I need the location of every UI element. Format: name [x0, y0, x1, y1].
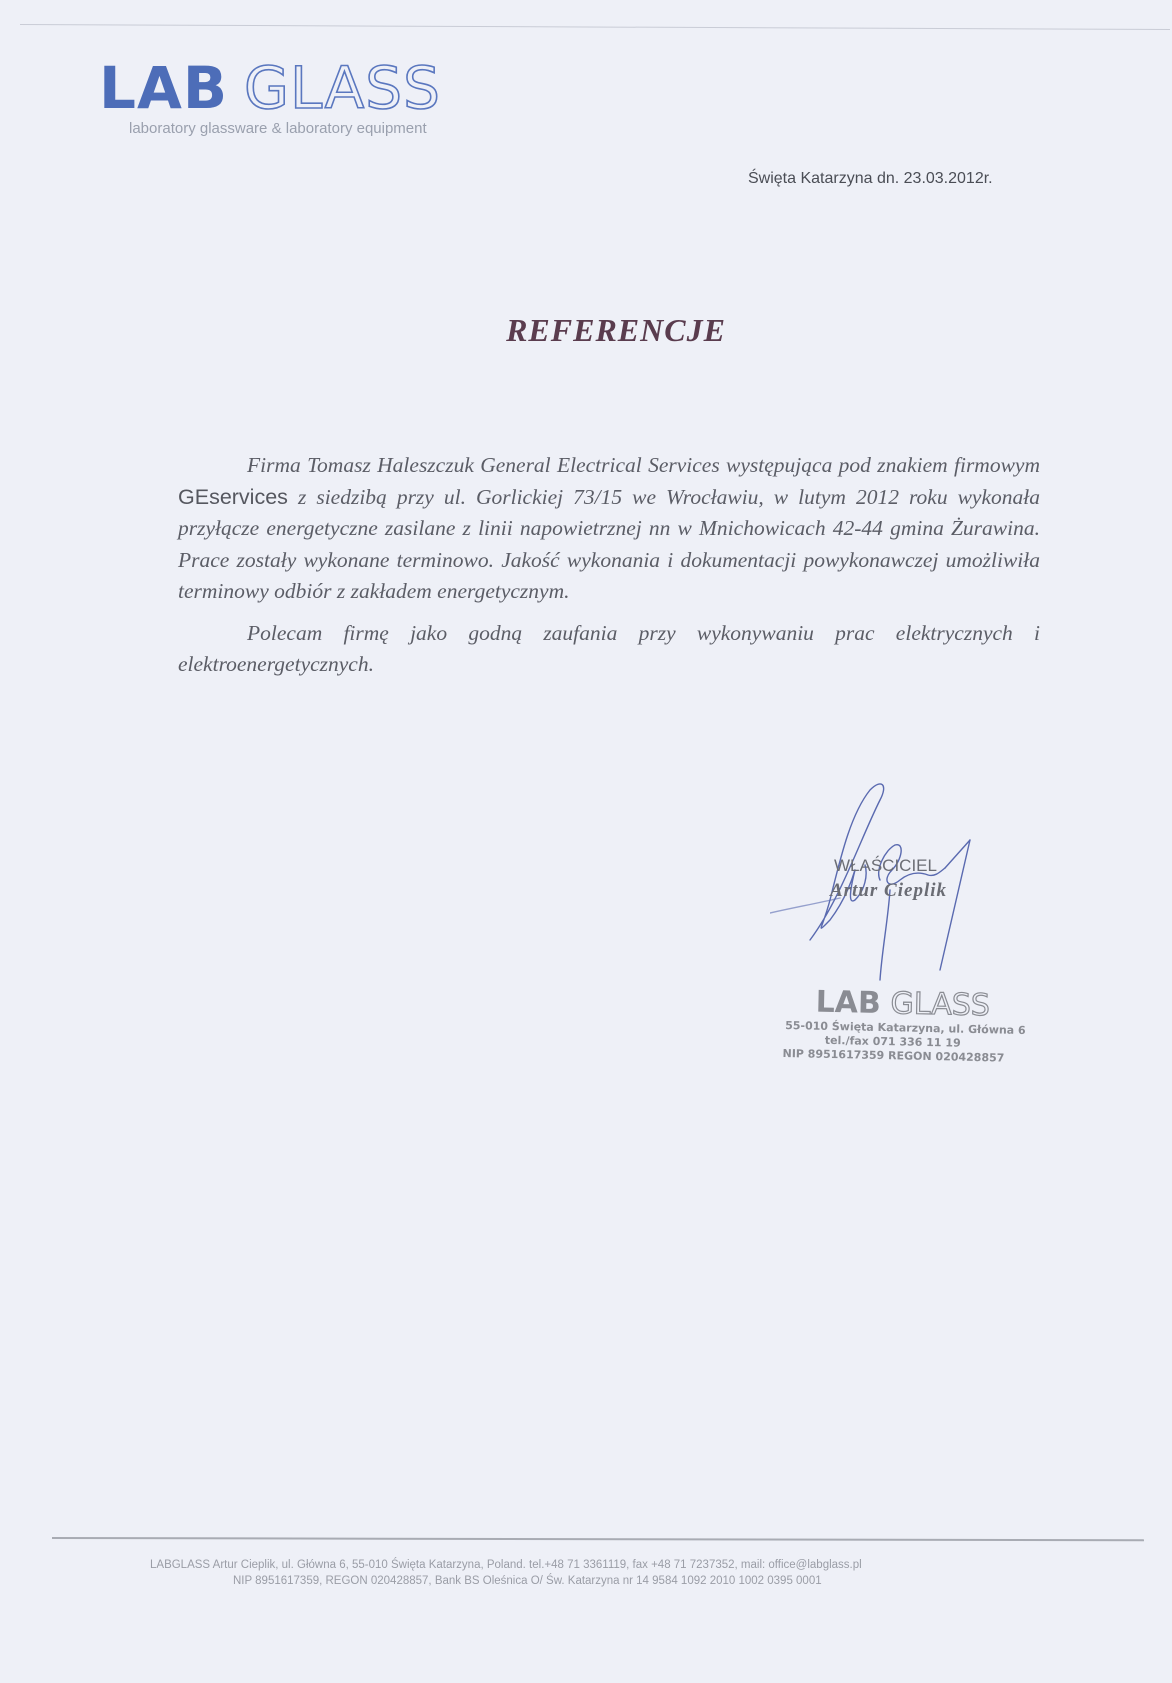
stamp-phone: tel./fax 071 336 11 19	[824, 1033, 961, 1050]
paragraph-recommendation: Polecam firmę jako godną zaufania przy wykonywaniu prac elektrycznych i elektroenergetycznych.	[178, 620, 1040, 676]
logo-tagline: laboratory glassware & laboratory equipment	[129, 120, 427, 137]
footer-divider	[52, 1537, 1144, 1541]
footer-contact-line: LABGLASS Artur Cieplik, ul. Główna 6, 55-010 Święta Katarzyna, Poland. tel.+48 71 3361119, fax +48 71 7237352, mail: office@labglass.pl	[150, 1559, 862, 1571]
logo-glass-text: GLASS	[244, 54, 441, 122]
stamp-address: 55-010 Święta Katarzyna, ul. Główna 6	[785, 1018, 1026, 1038]
signatory-name: Artur Cieplik	[830, 880, 947, 901]
stamp-ids: NIP 8951617359 REGON 020428857	[782, 1046, 1005, 1065]
letter-body	[178, 450, 1040, 691]
footer-registration-line: NIP 8951617359, REGON 020428857, Bank BS Oleśnica O/ Św. Katarzyna nr 14 9584 1092 2010 1002 0395 0001	[233, 1575, 822, 1587]
brand-name: GEservices	[178, 484, 288, 509]
date-place-line: Święta Katarzyna dn. 23.03.2012r.	[748, 170, 993, 187]
stamp-logo	[815, 986, 1046, 1025]
paragraph-text-start: Firma Tomasz Haleszczuk General Electrical Services występująca pod znakiem firmowym	[247, 453, 1040, 477]
signatory-role: WŁAŚCICIEL	[834, 856, 937, 875]
stamp-logo-lab: LAB	[815, 984, 882, 1021]
logo-wordmark	[99, 54, 499, 122]
paragraph-text-end: z siedzibą przy ul. Gorlickiej 73/15 we Wrocławiu, w lutym 2012 roku wykonała przyłącze energetyczne zasilane z linii napowietrznej nn w Mnichowicach 42-44 gmina Żurawina. Prace zostały wykonane terminowo. Jakość wykonania i dokumentacji powykonawczej umożliwiła terminowy odbiór z zakładem energetycznym.	[178, 484, 1040, 603]
document-title: REFERENCJE	[506, 312, 726, 348]
logo-lab-text: LAB	[99, 54, 229, 122]
top-divider	[20, 24, 1170, 30]
company-stamp	[784, 985, 1046, 1066]
stamp-logo-glass: GLASS	[890, 986, 991, 1024]
letterhead-logo	[99, 54, 499, 137]
paragraph-reference	[178, 450, 1040, 608]
